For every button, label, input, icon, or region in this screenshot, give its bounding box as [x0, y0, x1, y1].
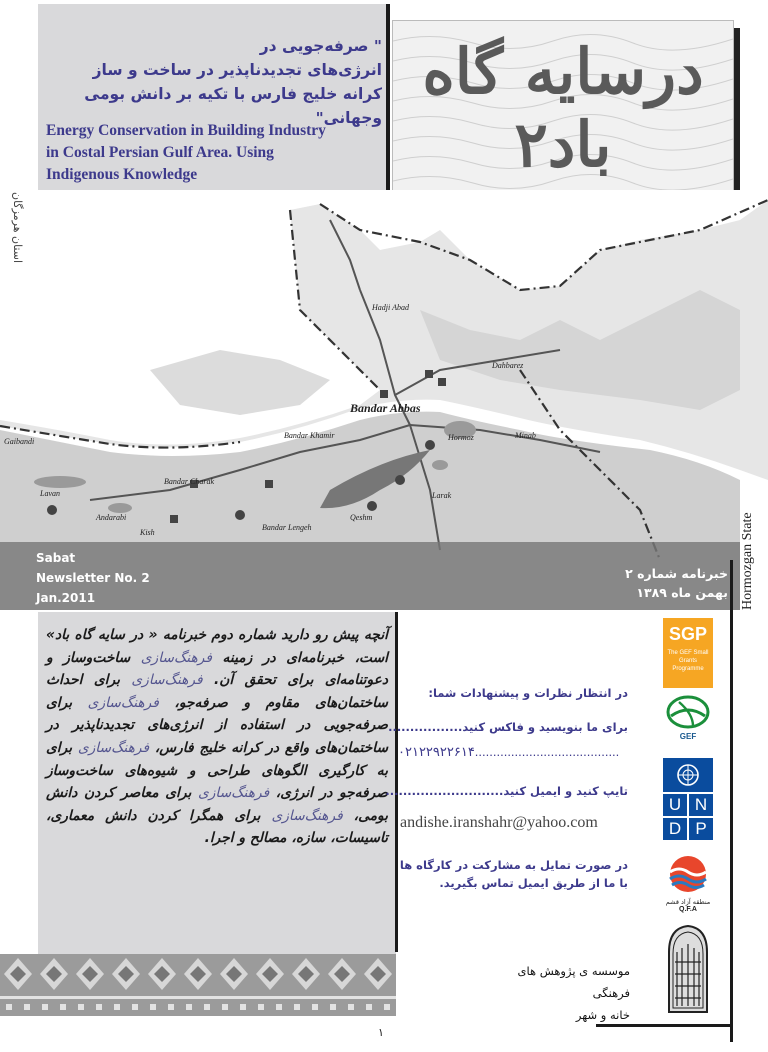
- map-label: Hadji Abad: [372, 303, 409, 312]
- map-label: Minab: [515, 431, 536, 440]
- title-fa-line: انرژی‌های تجدیدناپذیر در ساخت و ساز: [92, 61, 382, 79]
- undp-letter: N: [689, 794, 713, 816]
- band-line: Sabat: [36, 551, 76, 565]
- institute-logo: [663, 922, 713, 1018]
- qfa-label-en: Q.F.A: [679, 906, 697, 913]
- institute-line: خانه و شهر: [575, 1008, 630, 1022]
- gef-logo: [663, 694, 713, 742]
- un-emblem-icon: [675, 762, 701, 788]
- band-line: بهمن ماه ۱۳۸۹: [636, 585, 728, 600]
- intro-text: آنچه پیش رو دارید شماره دوم خبرنامه « در سایه گاه باد» است، خبرنامه‌ای در زمینه فرهنگ‌سازی ساخت‌وساز و دعوتنامه‌ای برای تحقق آن. فرهنگ‌سازی برای احداث ساختمان‌های مقاوم و صرفه‌جو، فرهنگ‌سازی برای صرفه‌جویی در استفاده از انرژی‌های تجدیدناپذیر در ساختمان‌های واقع در کرانه خلیج فارس، فرهنگ‌سازی برای به کارگیری الگوهای طراحی و شیوه‌های ساخت‌وساز صرفه‌جو در انرژی، فرهنگ‌سازی برای معاصر کردن دانش بومی، فرهنگ‌سازی برای همگرا کردن دانش معماری، تاسیسات، سازه، مصالح و اجرا.: [46, 627, 389, 847]
- newsletter-logo: [392, 20, 734, 198]
- band-line: Newsletter No. 2: [36, 571, 150, 585]
- frame-line: [395, 612, 398, 952]
- gef-globe-icon: [663, 694, 713, 742]
- title-en: [46, 120, 386, 186]
- contact-write-fax: برای ما بنویسید و فاکس کنید.................: [388, 720, 628, 734]
- keyword: فرهنگ‌سازی: [271, 807, 343, 824]
- map-label: Andarabi: [96, 513, 127, 522]
- map-label: Hormoz: [448, 433, 474, 442]
- sgp-logo-text: SGP: [668, 624, 707, 644]
- map-label: Lavan: [40, 489, 60, 498]
- map-label: Kish: [140, 528, 155, 537]
- title-en-line: Indigenous Knowledge: [46, 166, 198, 183]
- undp-logo: [663, 758, 713, 842]
- keyword: فرهنگ‌سازی: [131, 672, 203, 689]
- keyword: فرهنگ‌سازی: [87, 694, 159, 711]
- map-label: Bandar Lengeh: [262, 523, 312, 532]
- sgp-logo-subtext: The GEF Small Grants Programme: [667, 650, 709, 672]
- frame-line: [730, 560, 733, 1042]
- province-label-en: Hormozgan State: [740, 512, 755, 610]
- qfa-label-fa: منطقه آزاد قشم: [665, 898, 711, 906]
- title-fa-line: کرانه خلیج فارس با تکیه بر دانش بومی وجهانی": [84, 85, 382, 127]
- institute-name: [480, 960, 630, 1026]
- map-label: Bandar Abbas: [350, 401, 421, 415]
- gef-label: GEF: [679, 732, 697, 741]
- province-label-fa: استان هرمزگان: [11, 192, 24, 264]
- workshop-line: با ما از طریق ایمیل تماس بگیرید.: [439, 876, 628, 890]
- issue-info-fa: [488, 564, 728, 602]
- sgp-logo: [663, 618, 713, 688]
- institute-line: موسسه ی پژوهش های فرهنگی: [517, 964, 630, 1000]
- keyword: فرهنگ‌سازی: [197, 785, 270, 802]
- keyword: فرهنگ‌سازی: [140, 649, 212, 666]
- un-emblem: [663, 758, 713, 792]
- workshop-line: در صورت تمایل به مشارکت در کارگاه ها: [399, 858, 628, 872]
- map-label: Gaibandi: [4, 437, 35, 446]
- title-fa: [42, 34, 382, 130]
- ornament-door-icon: [663, 922, 713, 1018]
- page-number: ۱: [378, 1026, 384, 1039]
- qfa-logo: [663, 854, 713, 914]
- map-label: Qeshm: [350, 513, 373, 522]
- contact-await: در انتظار نظرات و پیشنهادات شما:: [428, 686, 628, 700]
- contact-email[interactable]: andishe.iranshahr@yahoo.com: [400, 814, 598, 831]
- undp-letter: P: [689, 818, 713, 840]
- map-label: Larak: [432, 491, 452, 500]
- contact-phone: ۰۲۱۲۲۹۲۲۶۱۴........................................: [398, 744, 620, 759]
- map-label: Bandar Charak: [164, 477, 214, 486]
- textile-pattern: [0, 954, 396, 1016]
- contact-type-email: تایپ کنید و ایمیل کنید...........................: [385, 784, 628, 798]
- band-line: Jan.2011: [36, 591, 96, 605]
- logo-wordmark: درسایه گاه باد۲: [422, 35, 704, 181]
- keyword: فرهنگ‌سازی: [77, 739, 150, 756]
- qfa-wave-icon: [663, 854, 713, 894]
- title-en-line: Energy Conservation in Building Industry: [46, 122, 326, 139]
- undp-letter: D: [663, 818, 687, 840]
- map-label: Dahbarez: [492, 361, 524, 370]
- title-fa-line: " صرفه‌جویی در: [259, 37, 382, 55]
- title-en-line: in Costal Persian Gulf Area. Using: [46, 144, 274, 161]
- map-label: Bandar Khamir: [284, 431, 335, 440]
- issue-info-en: [36, 548, 236, 608]
- band-line: خبرنامه شماره ۲: [625, 566, 728, 581]
- undp-letter: U: [663, 794, 687, 816]
